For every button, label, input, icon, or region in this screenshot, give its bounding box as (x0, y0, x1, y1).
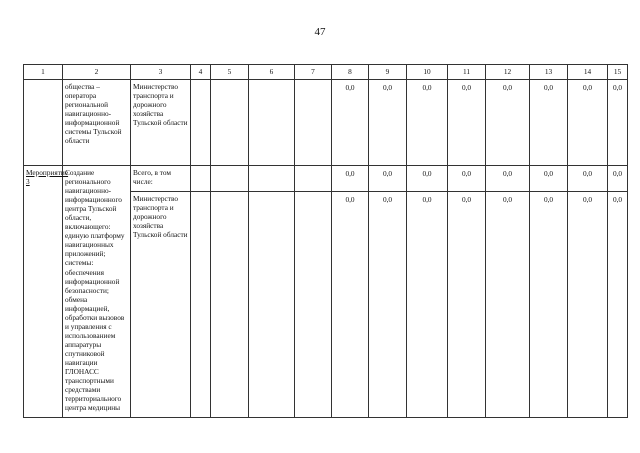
empty-cell (211, 192, 249, 418)
header-cell: 10 (407, 65, 448, 80)
value-cell: 0,0 (608, 166, 628, 192)
description-cell: Создание регионального навигационно-информационного центра Тульской области, включающего: единую платформу навигационных приложений; системы: обеспечения информационной безопасности; обмена информацией, обработки вызовов и управления с использованием аппаратуры спутниковой навигации ГЛОНАСС транспортными средствами территориального центра медицины (63, 166, 131, 418)
value-cell: 0,0 (530, 80, 568, 166)
header-cell: 15 (608, 65, 628, 80)
budget-table (23, 64, 628, 418)
value-cell: 0,0 (486, 192, 530, 418)
table-row (24, 80, 628, 166)
empty-cell (191, 80, 211, 166)
value-cell: 0,0 (407, 192, 448, 418)
value-cell: 0,0 (608, 192, 628, 418)
header-cell: 11 (448, 65, 486, 80)
value-cell: 0,0 (530, 192, 568, 418)
header-cell: 5 (211, 65, 249, 80)
value-cell: 0,0 (448, 80, 486, 166)
event-cell (24, 80, 63, 166)
value-cell: 0,0 (448, 192, 486, 418)
value-cell: 0,0 (608, 80, 628, 166)
executor-cell: Министерство транспорта и дорожного хозяйства Тульской области (131, 80, 191, 166)
header-cell: 2 (63, 65, 131, 80)
event-cell: Мероприятие 3 (24, 166, 63, 418)
empty-cell (191, 166, 211, 192)
header-cell: 7 (295, 65, 332, 80)
value-cell: 0,0 (369, 166, 407, 192)
empty-cell (211, 80, 249, 166)
value-cell: 0,0 (568, 192, 608, 418)
executor-cell: Министерство транспорта и дорожного хозяйства Тульской области (131, 192, 191, 418)
executor-cell: Всего, в том числе: (131, 166, 191, 192)
value-cell: 0,0 (568, 166, 608, 192)
empty-cell (191, 192, 211, 418)
value-cell: 0,0 (486, 80, 530, 166)
value-cell: 0,0 (407, 166, 448, 192)
value-cell: 0,0 (407, 80, 448, 166)
value-cell: 0,0 (369, 80, 407, 166)
empty-cell (249, 80, 295, 166)
empty-cell (249, 166, 295, 192)
value-cell: 0,0 (332, 192, 369, 418)
header-cell: 4 (191, 65, 211, 80)
header-cell: 13 (530, 65, 568, 80)
value-cell: 0,0 (332, 166, 369, 192)
value-cell: 0,0 (448, 166, 486, 192)
header-cell: 8 (332, 65, 369, 80)
header-cell: 6 (249, 65, 295, 80)
empty-cell (295, 166, 332, 192)
value-cell: 0,0 (530, 166, 568, 192)
empty-cell (249, 192, 295, 418)
value-cell: 0,0 (568, 80, 608, 166)
empty-cell (211, 166, 249, 192)
empty-cell (295, 192, 332, 418)
value-cell: 0,0 (486, 166, 530, 192)
header-cell: 12 (486, 65, 530, 80)
header-cell: 3 (131, 65, 191, 80)
header-cell: 14 (568, 65, 608, 80)
header-cell: 9 (369, 65, 407, 80)
page-number: 47 (314, 26, 326, 38)
empty-cell (295, 80, 332, 166)
value-cell: 0,0 (369, 192, 407, 418)
description-cell: общества – оператора региональной навигационно-информационной системы Тульской области (63, 80, 131, 166)
value-cell: 0,0 (332, 80, 369, 166)
header-row (24, 65, 628, 80)
header-cell: 1 (24, 65, 63, 80)
table-row (24, 166, 628, 192)
